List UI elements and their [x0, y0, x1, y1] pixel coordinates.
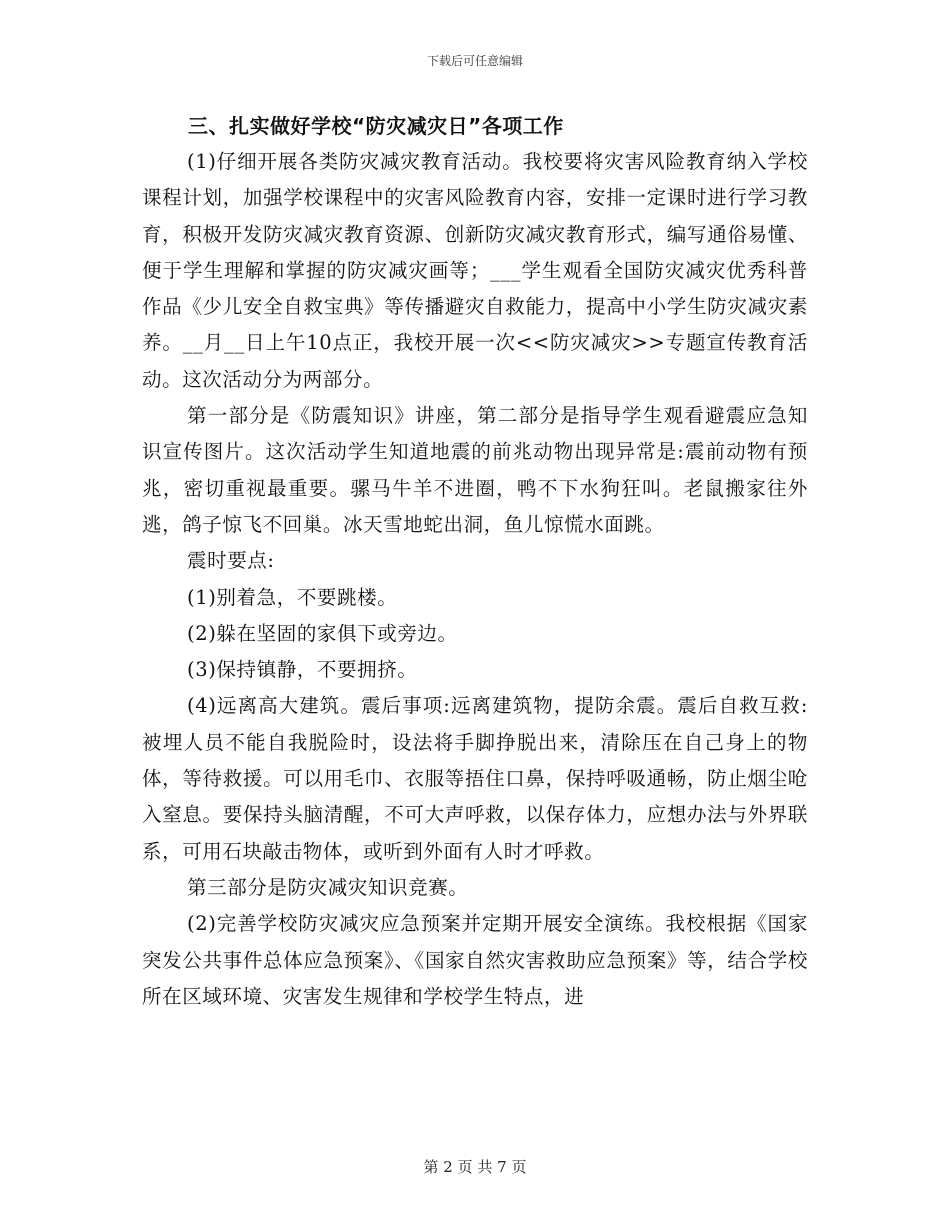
paragraph: (1)别着急，不要跳楼。: [187, 585, 398, 609]
paragraph: (4)远离高大建筑。震后事项:远离建筑物，提防余震。震后自救互救:被埋人员不能自我脱险时，设法将手脚挣脱出来，清除压在自己身上的物体，等待救援。可以用毛巾、衣服等捂住口鼻，保持呼吸通畅，防止烟尘呛入窒息。要保持头脑清醒，不可大声呼救，以保存体力，应想办法与外界联系，可用石块敲击物体，或听到外面有人时才呼救。: [142, 694, 808, 863]
paragraph: 震时要点:: [187, 549, 275, 573]
paragraph: (2)完善学校防灾减灾应急预案并定期开展安全演练。我校根据《国家突发公共事件总体应急预案》、《国家自然灾害救助应急预案》等，结合学校所在区域环境、灾害发生规律和学校学生特点，进: [142, 912, 808, 1008]
paragraph: (3)保持镇静，不要拥挤。: [187, 658, 418, 682]
document-body: [142, 108, 808, 1015]
paragraph: 第一部分是《防震知识》讲座，第二部分是指导学生观看避震应急知识宣传图片。这次活动学生知道地震的前兆动物出现异常是:震前动物有预兆，密切重视最重要。骡马牛羊不进圈，鸭不下水狗狂叫。老鼠搬家往外逃，鸽子惊飞不回巢。冰天雪地蛇出洞，鱼儿惊慌水面跳。: [142, 404, 808, 536]
page-header: 下载后可任意编辑: [426, 54, 523, 68]
paragraph: (1)仔细开展各类防灾减灾教育活动。我校要将灾害风险教育纳入学校课程计划，加强学校课程中的灾害风险教育内容，安排一定课时进行学习教育，积极开发防灾减灾教育资源、创新防灾减灾教育形式，编写通俗易懂、便于学生理解和掌握的防灾减灾画等；___学生观看全国防灾减灾优秀科普作品《少儿安全自救宝典》等传播避灾自救能力，提高中小学生防灾减灾素养。__月__日上午10点正，我校开展一次<<防灾减灾>>专题宣传教育活动。这次活动分为两部分。: [142, 150, 808, 391]
paragraph: (2)躲在坚固的家俱下或旁边。: [187, 621, 458, 645]
paragraph: 第三部分是防灾减灾知识竞赛。: [187, 875, 469, 899]
page-number-footer: 第 2 页 共 7 页: [423, 1158, 527, 1176]
section-heading: 三、扎实做好学校“防灾减灾日”各项工作: [188, 114, 564, 138]
